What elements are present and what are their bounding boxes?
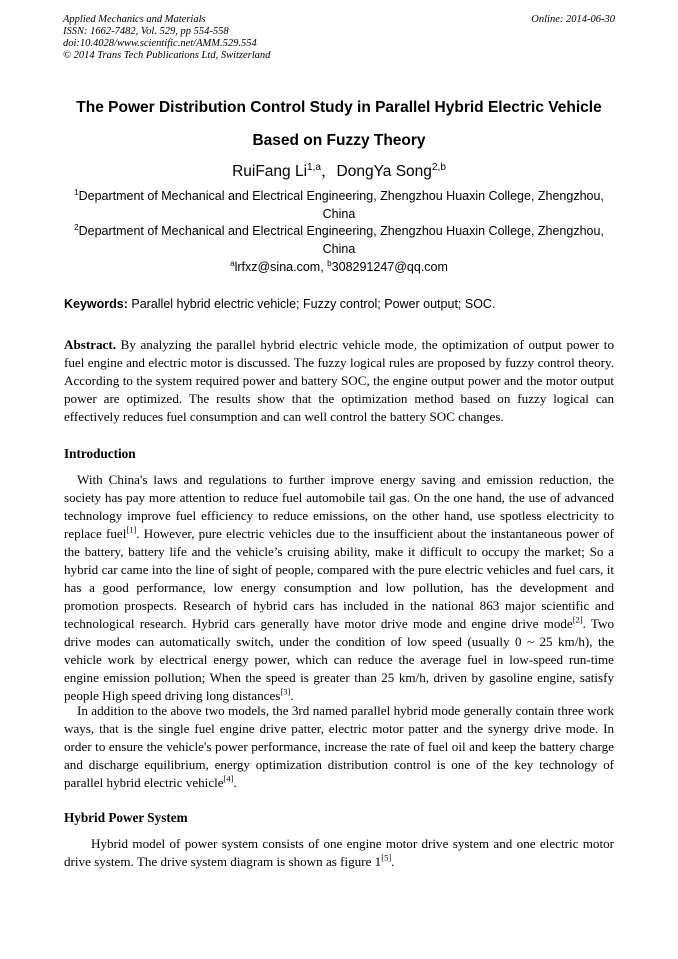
doi-line: doi:10.4028/www.scientific.net/AMM.529.554 xyxy=(63,38,257,49)
paper-title xyxy=(40,91,638,157)
intro-paragraph-1 xyxy=(64,471,614,705)
author-1: RuiFang Li xyxy=(232,163,308,180)
journal-name: Applied Mechanics and Materials xyxy=(63,14,206,25)
affiliation-2-text: Department of Mechanical and Electrical Engineering, Zhengzhou Huaxin College, Zhengzhou, China xyxy=(78,224,604,256)
intro-p1-text-b: . However, pure electric vehicles due to the insufficient about the instantaneous power of the battery, battery life and the vehicle’s cruising ability, make it difficult to occupy the market; So a hybrid car came into the line of sight of people, compared with the pure electric vehicles and fuel cars, it has a good performance, low energy consumption and low pollution, has the development and promotion prospects. Research of hybrid cars has included in the national 863 major scientific and technological research. Hybrid cars generally have motor drive mode and engine drive mode xyxy=(64,526,615,631)
intro-p1-text-a: With China's laws and regulations to further improve energy saving and emission reduction, the society has pay more attention to reduce fuel automobile tail gas. On the one hand, the use of advanced technology improve fuel efficiency to reduce emissions, on the other hand, use spotless electricity to replace fuel xyxy=(64,472,614,541)
author-2-mark: 2,b xyxy=(431,161,446,173)
author-1-mark: 1,a xyxy=(307,161,322,173)
email-b[interactable]: 308291247@qq.com xyxy=(331,260,448,274)
author-separator: ， xyxy=(321,163,337,180)
citation-3[interactable]: [3] xyxy=(280,686,291,697)
affiliation-1-mark: 1 xyxy=(74,187,79,197)
intro-paragraph-2 xyxy=(64,702,614,792)
author-emails xyxy=(63,259,615,277)
hybrid-paragraph-1 xyxy=(64,835,614,871)
abstract-text: By analyzing the parallel hybrid electric vehicle mode, the optimization of output power to fuel engine and electric motor is discussed. The fuzzy logical rules are proposed by fuzzy control theory. According to the system required power and battery SOC, the engine output power and the motor output power are optimized. The results show that the optimization method based on fuzzy logical can effectively reduces fuel consumption and can well control the battery SOC changes. xyxy=(64,337,614,424)
intro-p1-text-d: . xyxy=(290,688,294,703)
citation-4[interactable]: [4] xyxy=(223,773,234,784)
affiliation-1 xyxy=(63,188,615,223)
keywords-text: Parallel hybrid electric vehicle; Fuzzy control; Power output; SOC. xyxy=(127,297,496,311)
author-2: DongYa Song xyxy=(336,163,432,180)
keywords-label: Keywords: xyxy=(64,297,128,311)
hybrid-p1-text-b: . xyxy=(391,854,395,869)
copyright-line: © 2014 Trans Tech Publications Ltd, Switzerland xyxy=(63,50,271,61)
author-list xyxy=(0,159,678,181)
abstract-label: Abstract. xyxy=(64,337,116,352)
citation-5[interactable]: [5] xyxy=(381,852,392,863)
issn-line: ISSN: 1662-7482, Vol. 529, pp 554-558 xyxy=(63,26,229,37)
intro-p2-text-b: . xyxy=(233,775,237,790)
citation-2[interactable]: [2] xyxy=(572,614,583,625)
email-a[interactable]: lrfxz@sina.com, xyxy=(234,260,328,274)
title-line-2: Based on Fuzzy Theory xyxy=(252,132,426,149)
intro-p2-text-a: In addition to the above two models, the 3rd named parallel hybrid mode generally contain three work ways, that is the single fuel engine drive patter, electric motor patter and the synergy drive mode. In order to ensure the vehicle's power performance, increase the rate of fuel oil and keep the battery charge and discharge equilibrium, energy optimization distribution control is one of the key technology of parallel hybrid electric vehicle xyxy=(64,703,614,790)
page-header xyxy=(63,14,615,62)
online-date: Online: 2014-06-30 xyxy=(531,14,615,25)
citation-1[interactable]: [1] xyxy=(126,524,137,535)
abstract xyxy=(64,336,614,426)
keywords xyxy=(64,297,614,311)
affiliation-2 xyxy=(63,223,615,258)
hybrid-p1-text-a: Hybrid model of power system consists of one engine motor drive system and one electric motor drive system. The drive system diagram is shown as figure 1 xyxy=(64,836,614,869)
affiliation-1-text: Department of Mechanical and Electrical Engineering, Zhengzhou Huaxin College, Zhengzhou, China xyxy=(78,189,604,221)
title-line-1: The Power Distribution Control Study in Parallel Hybrid Electric Vehicle xyxy=(76,99,602,116)
email-b-mark: b xyxy=(327,258,332,268)
affiliation-2-mark: 2 xyxy=(74,222,79,232)
section-heading-hybrid-power-system: Hybrid Power System xyxy=(64,810,188,825)
section-heading-introduction: Introduction xyxy=(64,446,136,461)
email-a-mark: a xyxy=(230,258,235,268)
intro-p1-text-c: . Two drive modes can automatically switch, under the condition of low speed (usually 0 ~ 25 km/h), the vehicle work by electrical energy power, which can reduce the average fuel in low-speed run-time engine emission pollution; When the speed is greater than 25 km/h, driven by gasoline engine, satisfy people High speed driving long distances xyxy=(64,616,614,703)
